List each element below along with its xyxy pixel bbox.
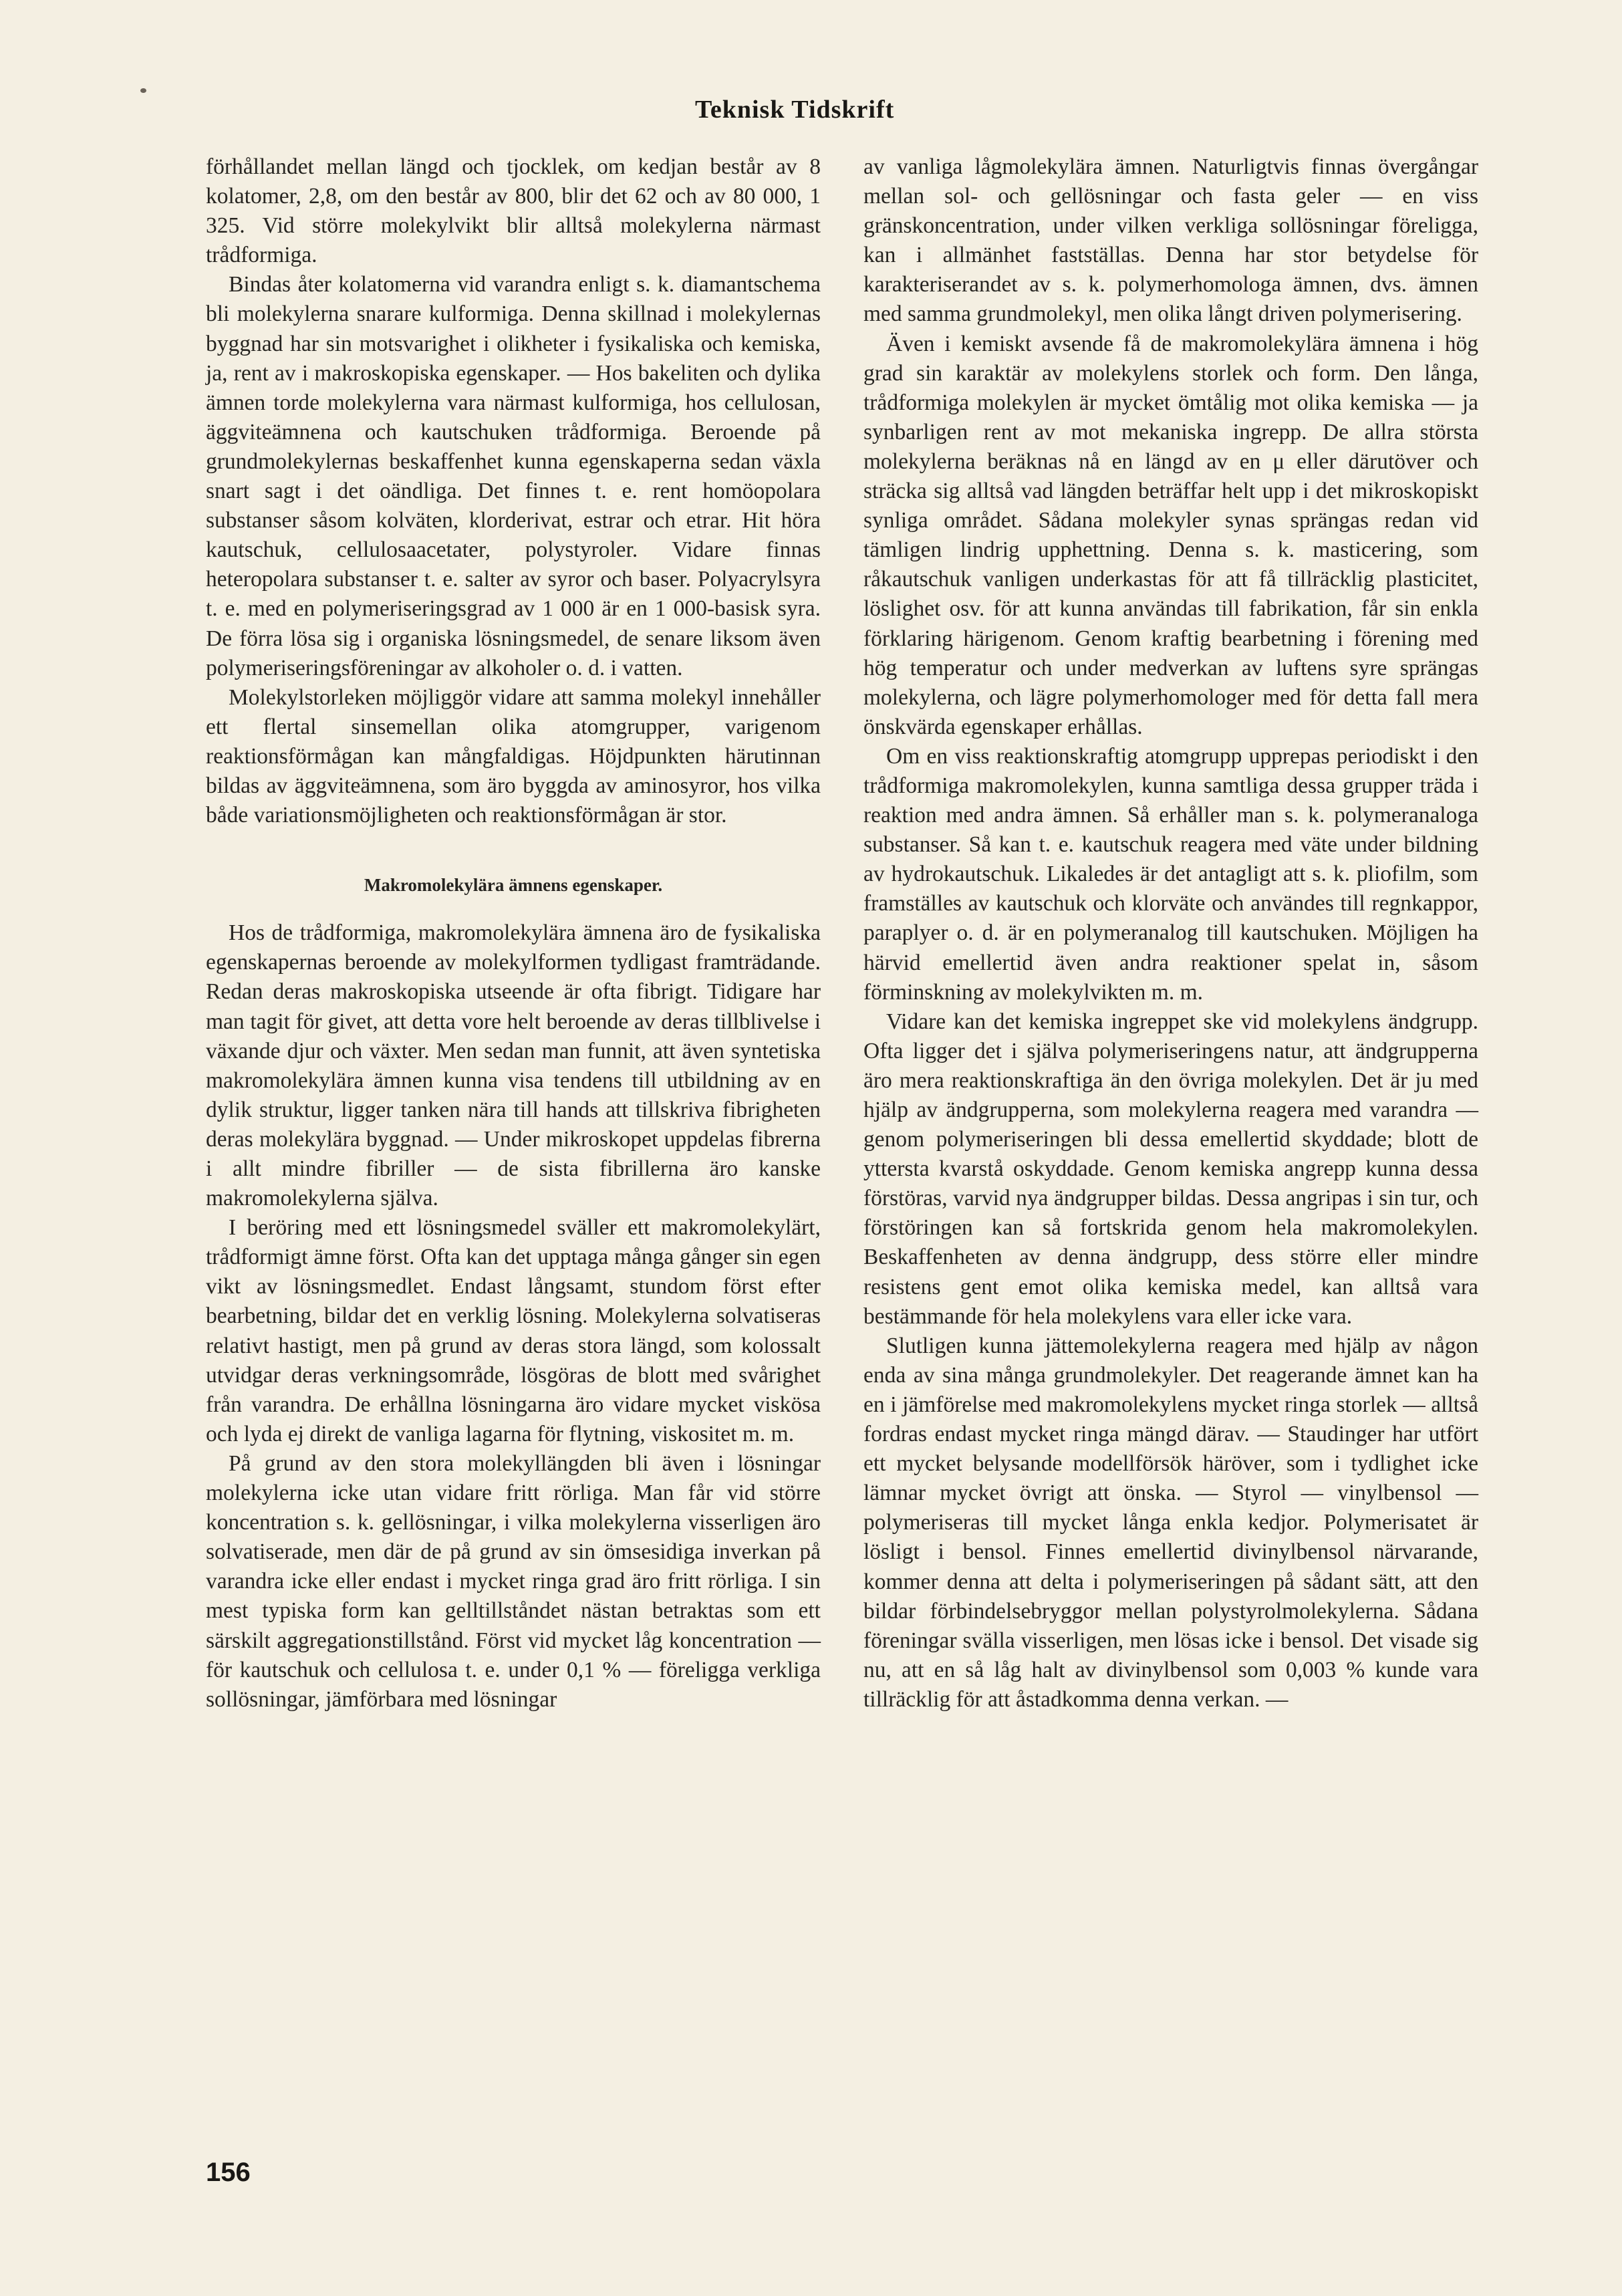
paragraph: Vidare kan det kemiska ingreppet ske vid molekylens ändgrupp. Ofta ligger det i själva polymeriseringens natur, att ändgrupperna äro mera reaktionskraftiga än den övriga molekylen. Det är ju med hjälp av ändgrupperna, som molekylerna reagera med varandra — genom polymeriseringen bli dessa emellertid skyddade; blott de yttersta kvarstå oskyddade. Genom kemiska angrepp kunna dessa förstöras, varvid nya ändgrupper bildas. Dessa angripas i sin tur, och förstöringen kan så fortskrida genom hela makromolekylen. Beskaffenheten av denna ändgrupp, dess större eller mindre resistens gent emot olika kemiska medel, kan alltså vara bestämmande för hela molekylens vara eller icke vara. <box>863 1009 1478 1329</box>
paragraph: Slutligen kunna jättemolekylerna reagera med hjälp av någon enda av sina många grundmolekyler. Det reagerande ämnet kan ha en i jämförelse med makromolekylens mycket ringa storlek — alltså fordras endast mycket ringa mängd därav. — Staudinger har utfört ett mycket belysande modellförsök häröver, som i tydlighet icke lämnar mycket övrigt att önska. — Styrol — vinylbensol — polymeriseras till mycket långa enkla kedjor. Polymerisatet är lösligt i bensol. Finnes emellertid divinylbensol närvarande, kommer denna att delta i polymeriseringen på sådant sätt, att den bildar förbindelsebryggor mellan polystyrolmolekylerna. Sådana föreningar svälla visserligen, men lösas icke i bensol. Det visade sig nu, att en så låg halt av divinylbensol som 0,003 % kunde vara tillräcklig för att åstadkomma denna verkan. — <box>863 1333 1478 1712</box>
journal-header: Teknisk Tidskrift <box>695 96 895 124</box>
print-speck <box>140 88 146 93</box>
page-number: 156 <box>206 2158 251 2187</box>
paragraph: av vanliga lågmolekylära ämnen. Naturligtvis finnas övergångar mellan sol- och gellösningar och fasta geler — en viss gränskoncentration, under vilken verkliga sollösningar föreligga, kan i allmänhet fastställas. Denna har stor betydelse för karakteriserandet av s. k. polymerhomologa ämnen, dvs. ämnen med samma grundmolekyl, men olika långt driven polymerisering. <box>863 154 1478 327</box>
left-column <box>206 152 821 1714</box>
paragraph: Om en viss reaktionskraftig atomgrupp upprepas periodiskt i den trådformiga makromolekylen, kunna samtliga dessa grupper träda i reaktion med andra ämnen. Så erhåller man s. k. polymeranaloga substanser. Så kan t. e. kautschuk reagera med väte under bildning av hydrokautschuk. Likaledes är det antagligt att s. k. pliofilm, som framställes av kautschuk och klorväte och användes till regnkappor, paraplyer o. d. är en polymeranalog till kautschuken. Möjligen ha härvid emellertid även andra reaktioner spelat in, såsom förminskning av molekylvikten m. m. <box>863 743 1478 1005</box>
paragraph: På grund av den stora molekyllängden bli även i lösningar molekylerna icke utan vidare fritt rörliga. Man får vid större koncentration s. k. gellösningar, i vilka molekylerna visserligen äro solvatiserade, men där de på grund av sin ömsesidiga inverkan på varandra icke eller endast i mycket ringa grad äro fritt rörliga. I sin mest typiska form kan gelltillståndet nästan betraktas som ett särskilt aggregationstillstånd. Först vid mycket låg koncentration — för kautschuk och cellulosa t. e. under 0,1 % — föreligga verkliga sollösningar, jämförbara med lösningar <box>206 1450 821 1712</box>
paragraph: Molekylstorleken möjliggör vidare att samma molekyl innehåller ett flertal sinsemellan olika atomgrupper, varigenom reaktionsförmågan kan mångfaldigas. Höjdpunkten härutinnan bildas av äggviteämnena, som äro byggda av aminosyror, hos vilka både variationsmöjligheten och reaktionsförmågan är stor. <box>206 684 821 828</box>
paragraph: förhållandet mellan längd och tjocklek, om kedjan består av 8 kolatomer, 2,8, om den består av 800, blir det 62 och av 80 000, 1 325. Vid större molekylvikt blir alltså molekylerna närmast trådformiga. <box>206 154 821 268</box>
right-column <box>863 152 1478 1714</box>
paragraph: Även i kemiskt avsende få de makromolekylära ämnena i hög grad sin karaktär av molekylens storlek och form. Den långa, trådformiga molekylen är mycket ömtålig mot olika kemiska — ja synbarligen rent av mot mekaniska ingrepp. De allra största molekylerna beräknas nå en längd av en μ eller därutöver och sträcka sig alltså vad längden beträffar helt upp i det mikroskopiskt synliga området. Sådana molekyler synas sprängas redan vid tämligen lindrig upphettning. Denna s. k. masticering, som råkautschuk vanligen underkastas för att få tillräcklig plasticitet, löslighet osv. för att kunna användas till fabrikation, får sin enkla förklaring härigenom. Genom kraftig bearbetning i förening med hög temperatur och under medverkan av luftens syre sprängas molekylerna, och lägre polymerhomologer med för detta fall mera önskvärda egenskaper erhållas. <box>863 331 1478 739</box>
paragraph: Bindas åter kolatomerna vid varandra enligt s. k. diamantschema bli molekylerna snarare kulformiga. Denna skillnad i molekylernas byggnad har sin motsvarighet i olikheter i fysikaliska och kemiska, ja, rent av i makroskopiska egenskaper. — Hos bakeliten och dylika ämnen torde molekylerna vara närmast kulformiga, hos cellulosan, äggviteämnena och kautschuken trådformiga. Beroende på grundmolekylernas beskaffenhet kunna egenskaperna sedan växla snart sagt i det oändliga. Det finnes t. e. rent homöopolara substanser såsom kolväten, klorderivat, estrar och etrar. Hit höra kautschuk, cellulosaacetater, polystyroler. Vidare finnas heteropolara substanser t. e. salter av syror och baser. Polyacrylsyra t. e. med en polymeriseringsgrad av 1 000 är en 1 000-basisk syra. De förra lösa sig i organiska lösningsmedel, de senare liksom även polymeriseringsföreningar av alkoholer o. d. i vatten. <box>206 272 821 680</box>
section-heading: Makromolekylära ämnens egenskaper. <box>364 875 663 896</box>
paragraph: I beröring med ett lösningsmedel sväller ett makromolekylärt, trådformigt ämne först. Ofta kan det upptaga många gånger sin egen vikt av lösningsmedlet. Endast långsamt, stundom först efter bearbetning, bildar det en verklig lösning. Molekylerna solvatiseras relativt hastigt, men på grund av deras stora längd, som kolossalt utvidgar deras verkningsområde, lösgöras de blott med svårighet från varandra. De erhållna lösningarna äro vidare mycket viskösa och lyda ej direkt de vanliga lagarna för flytning, viskositet m. m. <box>206 1215 821 1446</box>
paragraph: Hos de trådformiga, makromolekylära ämnena äro de fysikaliska egenskapernas beroende av molekylformen tydligast framträdande. Redan deras makroskopiska utseende är ofta fibrigt. Tidigare har man tagit för givet, att detta vore helt beroende av deras tillblivelse i växande djur och växter. Men sedan man funnit, att även syntetiska makromolekylära ämnen kunna visa tendens till utbildning av en dylik struktur, ligger tanken nära till hands att tillskriva fibrigheten deras molekylära byggnad. — Under mikroskopet uppdelas fibrerna i allt mindre fibriller — de sista fibrillerna äro kanske makromolekylerna själva. <box>206 920 821 1211</box>
